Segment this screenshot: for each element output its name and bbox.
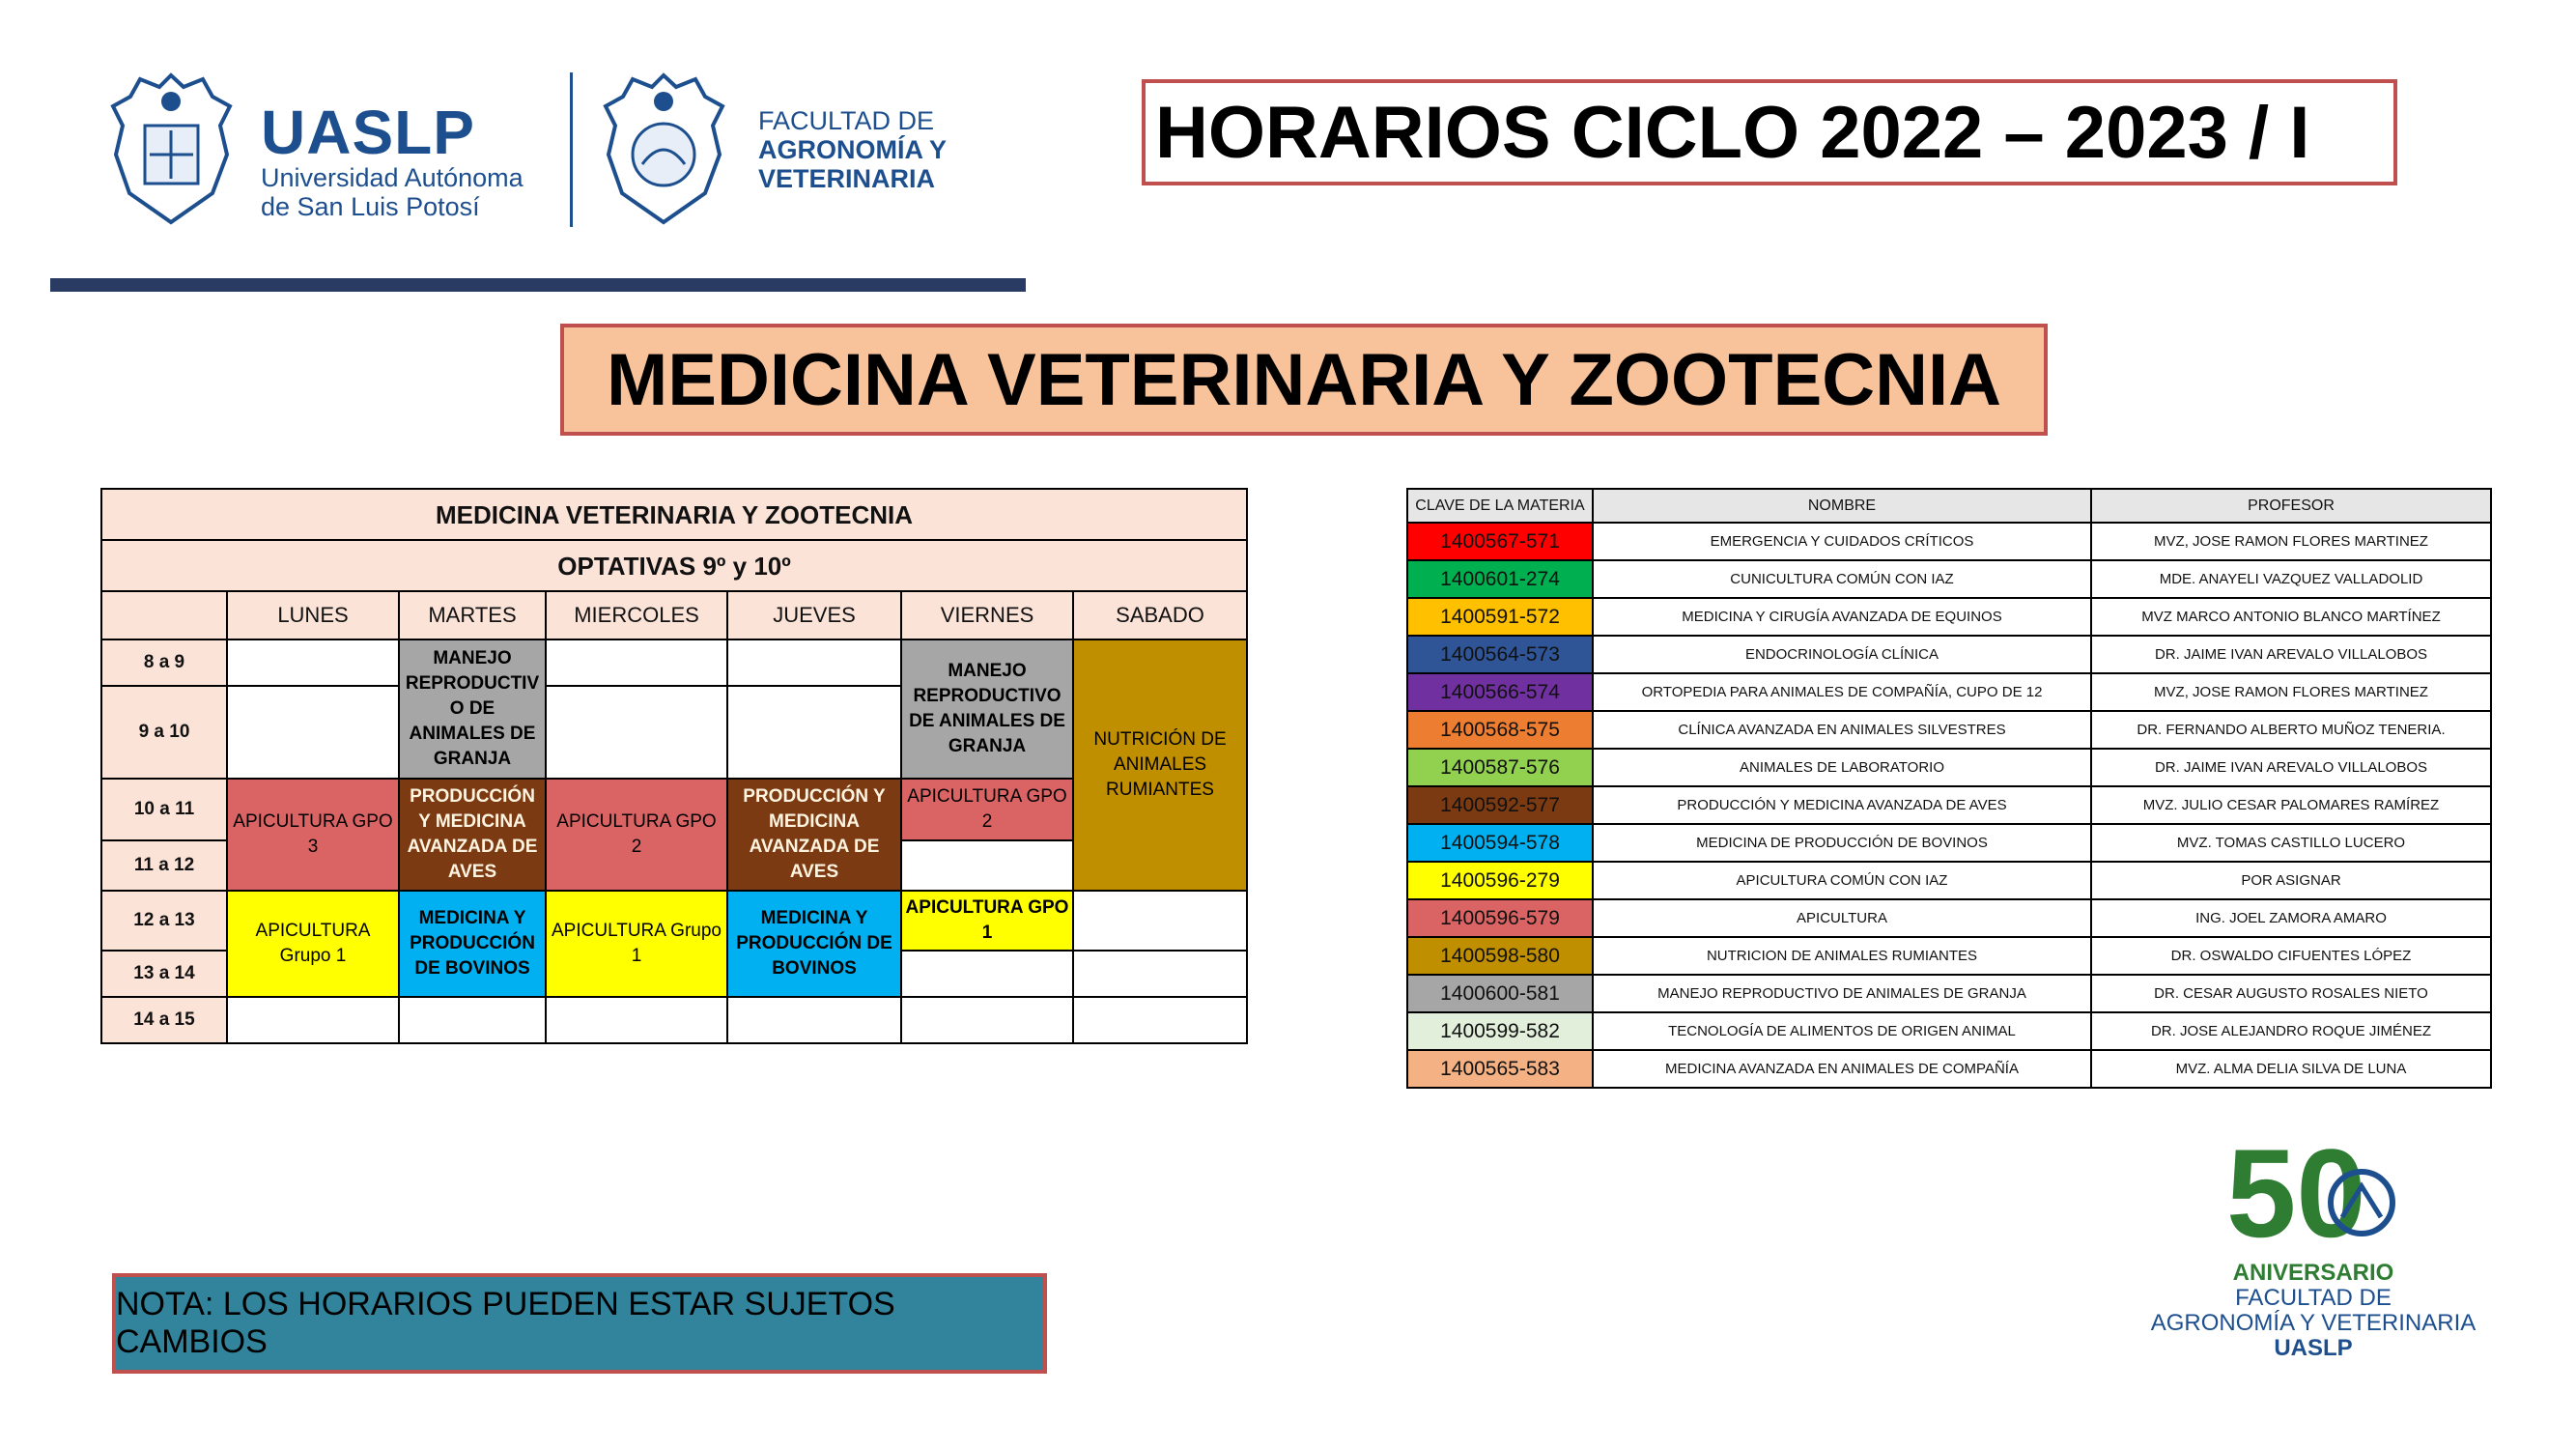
- legend-professor: DR. JOSE ALEJANDRO ROQUE JIMÉNEZ: [2091, 1012, 2491, 1050]
- day-header: MIERCOLES: [546, 591, 727, 639]
- time-label: 12 a 13: [101, 891, 227, 951]
- uaslp-name-line2: de San Luis Potosí: [261, 192, 480, 221]
- legend-code: 1400591-572: [1407, 598, 1593, 636]
- class-block-apicultura-gpo1: APICULTURA GPO 1: [901, 891, 1073, 951]
- class-block-aves: PRODUCCIÓN Y MEDICINA AVANZADA DE AVES: [727, 779, 901, 891]
- faculty-line3: VETERINARIA: [758, 164, 936, 193]
- class-block-manejo: MANEJO REPRODUCTIV O DE ANIMALES DE GRANJA: [399, 639, 546, 779]
- legend-subject-name: CUNICULTURA COMÚN CON IAZ: [1593, 560, 2091, 598]
- legend-code: 1400600-581: [1407, 975, 1593, 1012]
- legend-subject-name: MANEJO REPRODUCTIVO DE ANIMALES DE GRANJA: [1593, 975, 2091, 1012]
- legend-subject-name: ORTOPEDIA PARA ANIMALES DE COMPAÑÍA, CUPO DE 12: [1593, 673, 2091, 711]
- day-header: VIERNES: [901, 591, 1073, 639]
- uaslp-name-line1: Universidad Autónoma: [261, 163, 524, 192]
- schedule-subtitle: OPTATIVAS 9º y 10º: [101, 540, 1247, 591]
- anniversary-line1: ANIVERSARIO: [2232, 1260, 2394, 1286]
- class-block-apicultura-grupo1: APICULTURA Grupo 1: [546, 891, 727, 997]
- anniversary-line2: FACULTAD DE: [2235, 1285, 2392, 1311]
- day-header: LUNES: [227, 591, 399, 639]
- legend-subject-name: ENDOCRINOLOGÍA CLÍNICA: [1593, 636, 2091, 673]
- legend-code: 1400592-577: [1407, 786, 1593, 824]
- legend-professor: POR ASIGNAR: [2091, 862, 2491, 899]
- fifty-emblem-icon: [2207, 1130, 2420, 1256]
- program-title: MEDICINA VETERINARIA Y ZOOTECNIA: [560, 324, 2048, 436]
- schedule-cell: [1073, 891, 1247, 951]
- day-header: MARTES: [399, 591, 546, 639]
- legend-code: 1400594-578: [1407, 824, 1593, 862]
- legend-row: [1407, 711, 2491, 749]
- legend-row: [1407, 673, 2491, 711]
- legend-professor: ING. JOEL ZAMORA AMARO: [2091, 899, 2491, 937]
- class-block-aves: PRODUCCIÓN Y MEDICINA AVANZADA DE AVES: [399, 779, 546, 891]
- legend-code: 1400598-580: [1407, 937, 1593, 975]
- schedule-note: NOTA: LOS HORARIOS PUEDEN ESTAR SUJETOS CAMBIOS: [112, 1273, 1047, 1374]
- class-block-apicultura-grupo1: APICULTURA Grupo 1: [227, 891, 399, 997]
- anniversary-line4: UASLP: [2274, 1335, 2353, 1361]
- legend-header-professor: PROFESOR: [2091, 489, 2491, 523]
- legend-subject-name: MEDICINA Y CIRUGÍA AVANZADA DE EQUINOS: [1593, 598, 2091, 636]
- class-block-apicultura: APICULTURA GPO 2: [546, 779, 727, 891]
- header-logos: [106, 68, 995, 232]
- legend-row: [1407, 937, 2491, 975]
- schedule-cell: [1073, 951, 1247, 997]
- time-label: 9 a 10: [101, 686, 227, 779]
- legend-subject-name: NUTRICION DE ANIMALES RUMIANTES: [1593, 937, 2091, 975]
- legend-header-code: CLAVE DE LA MATERIA: [1407, 489, 1593, 523]
- corner-cell: [101, 591, 227, 639]
- legend-subject-name: EMERGENCIA Y CUIDADOS CRÍTICOS: [1593, 523, 2091, 560]
- schedule-cell: [546, 686, 727, 779]
- legend-row: [1407, 862, 2491, 899]
- legend-subject-name: PRODUCCIÓN Y MEDICINA AVANZADA DE AVES: [1593, 786, 2091, 824]
- schedule-cell: [727, 997, 901, 1043]
- legend-code: 1400566-574: [1407, 673, 1593, 711]
- legend-professor: MVZ. JULIO CESAR PALOMARES RAMÍREZ: [2091, 786, 2491, 824]
- schedule-cell: [1073, 997, 1247, 1043]
- legend-subject-name: CLÍNICA AVANZADA EN ANIMALES SILVESTRES: [1593, 711, 2091, 749]
- legend-row: [1407, 636, 2491, 673]
- legend-subject-name: APICULTURA COMÚN CON IAZ: [1593, 862, 2091, 899]
- class-block-nutricion: NUTRICIÓN DE ANIMALES RUMIANTES: [1073, 639, 1247, 891]
- schedule-cell: [227, 997, 399, 1043]
- time-label: 14 a 15: [101, 997, 227, 1043]
- legend-professor: MVZ. TOMAS CASTILLO LUCERO: [2091, 824, 2491, 862]
- schedule-cell: [399, 997, 546, 1043]
- legend-subject-name: TECNOLOGÍA DE ALIMENTOS DE ORIGEN ANIMAL: [1593, 1012, 2091, 1050]
- time-label: 13 a 14: [101, 951, 227, 997]
- schedule-cell: [727, 639, 901, 686]
- class-block-bovinos: MEDICINA Y PRODUCCIÓN DE BOVINOS: [399, 891, 546, 997]
- legend-code: 1400567-571: [1407, 523, 1593, 560]
- legend-header-name: NOMBRE: [1593, 489, 2091, 523]
- legend-subject-name: MEDICINA AVANZADA EN ANIMALES DE COMPAÑÍA: [1593, 1050, 2091, 1088]
- legend-row: [1407, 786, 2491, 824]
- time-label: 11 a 12: [101, 840, 227, 891]
- main-title: HORARIOS CICLO 2022 – 2023 / I: [1142, 79, 2397, 185]
- legend-professor: MVZ MARCO ANTONIO BLANCO MARTÍNEZ: [2091, 598, 2491, 636]
- legend-professor: DR. JAIME IVAN AREVALO VILLALOBOS: [2091, 636, 2491, 673]
- legend-row: [1407, 824, 2491, 862]
- time-label: 10 a 11: [101, 779, 227, 840]
- legend-professor: DR. CESAR AUGUSTO ROSALES NIETO: [2091, 975, 2491, 1012]
- schedule-cell: [227, 686, 399, 779]
- legend-row: [1407, 598, 2491, 636]
- time-label: 8 a 9: [101, 639, 227, 686]
- legend-code: 1400601-274: [1407, 560, 1593, 598]
- legend-professor: DR. FERNANDO ALBERTO MUÑOZ TENERIA.: [2091, 711, 2491, 749]
- faculty-line1: FACULTAD DE: [758, 106, 935, 135]
- subject-legend-table: [1406, 488, 2492, 1089]
- legend-code: 1400564-573: [1407, 636, 1593, 673]
- class-block-manejo: MANEJO REPRODUCTIVO DE ANIMALES DE GRANJA: [901, 639, 1073, 779]
- uaslp-short-name: UASLP: [261, 98, 475, 167]
- legend-row: [1407, 899, 2491, 937]
- legend-row: [1407, 1012, 2491, 1050]
- legend-professor: MDE. ANAYELI VAZQUEZ VALLADOLID: [2091, 560, 2491, 598]
- schedule-cell: [901, 951, 1073, 997]
- schedule-cell: [227, 639, 399, 686]
- schedule-cell: [727, 686, 901, 779]
- legend-row: [1407, 1050, 2491, 1088]
- class-block-apicultura: APICULTURA GPO 3: [227, 779, 399, 891]
- schedule-title: MEDICINA VETERINARIA Y ZOOTECNIA: [101, 489, 1247, 540]
- anniversary-logo: [2125, 1130, 2502, 1381]
- legend-professor: DR. OSWALDO CIFUENTES LÓPEZ: [2091, 937, 2491, 975]
- header-rule: [50, 278, 1026, 292]
- legend-code: 1400596-279: [1407, 862, 1593, 899]
- legend-subject-name: APICULTURA: [1593, 899, 2091, 937]
- legend-row: [1407, 560, 2491, 598]
- day-header: SABADO: [1073, 591, 1247, 639]
- legend-professor: MVZ, JOSE RAMON FLORES MARTINEZ: [2091, 523, 2491, 560]
- anniversary-number: 50: [2226, 1130, 2366, 1256]
- legend-professor: MVZ. ALMA DELIA SILVA DE LUNA: [2091, 1050, 2491, 1088]
- faculty-line2: AGRONOMÍA Y: [758, 135, 948, 164]
- faculty-wordmark: [758, 106, 947, 193]
- uaslp-crest-logo: [106, 68, 237, 227]
- legend-professor: DR. JAIME IVAN AREVALO VILLALOBOS: [2091, 749, 2491, 786]
- legend-row: [1407, 975, 2491, 1012]
- logo-divider: [570, 72, 573, 227]
- legend-subject-name: ANIMALES DE LABORATORIO: [1593, 749, 2091, 786]
- schedule-cell: [546, 639, 727, 686]
- legend-row: [1407, 523, 2491, 560]
- day-header: JUEVES: [727, 591, 901, 639]
- legend-code: 1400587-576: [1407, 749, 1593, 786]
- uaslp-wordmark: [261, 98, 524, 221]
- legend-code: 1400599-582: [1407, 1012, 1593, 1050]
- legend-code: 1400596-579: [1407, 899, 1593, 937]
- legend-row: [1407, 749, 2491, 786]
- legend-code: 1400565-583: [1407, 1050, 1593, 1088]
- legend-code: 1400568-575: [1407, 711, 1593, 749]
- legend-subject-name: MEDICINA DE PRODUCCIÓN DE BOVINOS: [1593, 824, 2091, 862]
- schedule-cell: [901, 997, 1073, 1043]
- class-block-bovinos: MEDICINA Y PRODUCCIÓN DE BOVINOS: [727, 891, 901, 997]
- schedule-cell: [901, 840, 1073, 891]
- class-block-apicultura: APICULTURA GPO 2: [901, 779, 1073, 840]
- legend-professor: MVZ, JOSE RAMON FLORES MARTINEZ: [2091, 673, 2491, 711]
- anniversary-line3: AGRONOMÍA Y VETERINARIA: [2150, 1310, 2477, 1336]
- faculty-crest-logo: [599, 68, 729, 227]
- schedule-cell: [546, 997, 727, 1043]
- schedule-table: [100, 488, 1248, 1044]
